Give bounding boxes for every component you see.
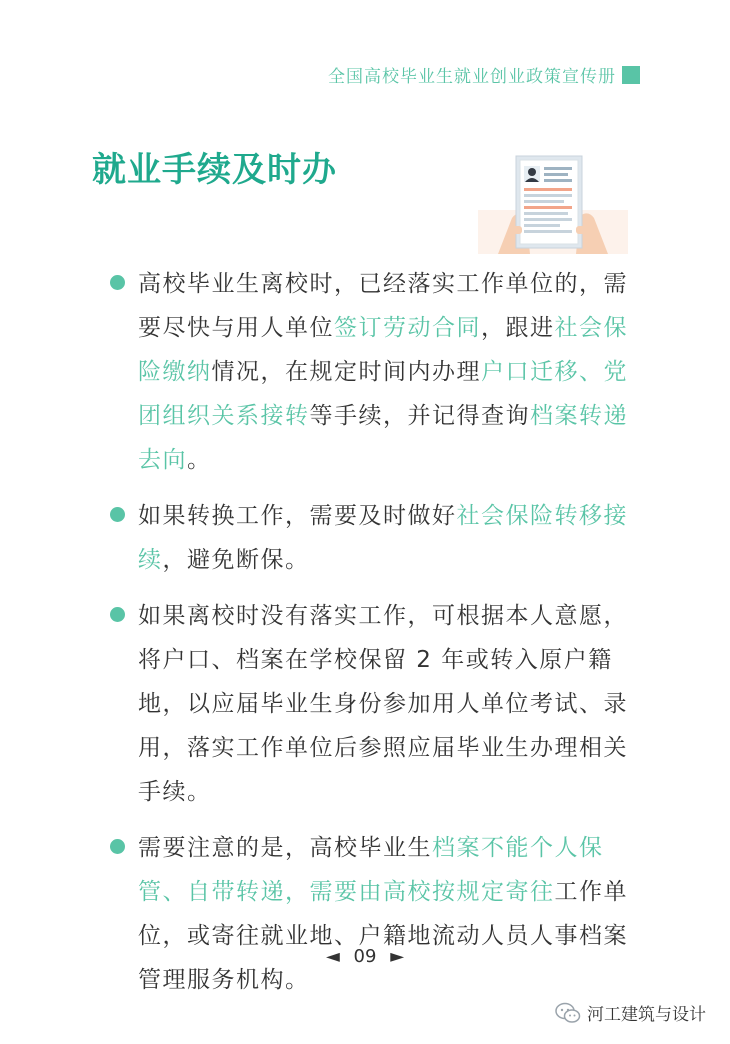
text-run: 情况，在规定时间内办理 <box>211 359 481 385</box>
para-text <box>138 503 628 573</box>
header-title: 全国高校毕业生就业创业政策宣传册 <box>328 67 616 87</box>
para-text <box>138 835 628 993</box>
highlight-run: 档案不能个人保管、自带转递，需要由高校按规定寄往 <box>138 835 604 905</box>
text-run: 需要注意的是，高校毕业生 <box>138 835 432 861</box>
content <box>108 262 648 1014</box>
text-run: 等手续，并记得查询 <box>309 403 530 429</box>
text-run: 高校毕业生离校时，已经落实工作单位的，需要尽快与用人单位 <box>138 271 628 341</box>
text-run: ，跟进 <box>481 315 555 341</box>
text-run: 工作单位，或寄往就业地、户籍地流动人员人事档案管理服务机构。 <box>138 879 628 993</box>
highlight-run: 签订劳动合同 <box>334 315 481 341</box>
bullet-paragraph <box>108 262 648 482</box>
bullet-dot-icon <box>110 507 125 522</box>
bullet-paragraph <box>108 826 648 1002</box>
header-square-icon <box>622 66 640 84</box>
highlight-run: 社会保险缴纳 <box>138 315 628 385</box>
text-run: ，避免断保。 <box>162 547 310 573</box>
watermark-text: 河工建筑与设计 <box>587 1005 706 1025</box>
bullet-dot-icon <box>110 607 125 622</box>
prev-arrow-icon: ◄ <box>325 946 340 967</box>
para-text <box>138 603 628 805</box>
page-header <box>328 62 640 87</box>
highlight-run: 户口迁移、党团组织关系接转 <box>138 359 628 429</box>
wechat-icon <box>555 1002 581 1024</box>
highlight-run: 社会保险转移接续 <box>138 503 628 573</box>
watermark <box>555 1000 706 1025</box>
page-number <box>0 946 730 967</box>
text-run: 。 <box>187 447 212 473</box>
para-text <box>138 271 628 473</box>
bullet-dot-icon <box>110 839 125 854</box>
page-title: 就业手续及时办 <box>92 150 337 190</box>
bullet-paragraph <box>108 594 648 814</box>
resume-illustration <box>478 152 628 254</box>
bullet-dot-icon <box>110 275 125 290</box>
text-run: 如果转换工作，需要及时做好 <box>138 503 457 529</box>
page-number-value: 09 <box>353 946 377 967</box>
text-run: 如果离校时没有落实工作，可根据本人意愿，将户口、档案在学校保留 2 年或转入原户籍地，以应届毕业生身份参加用人单位考试、录用，落实工作单位后参照应届毕业生办理相关手续。 <box>138 603 628 805</box>
next-arrow-icon: ► <box>390 946 405 967</box>
highlight-run: 档案转递去向 <box>138 403 628 473</box>
bullet-paragraph <box>108 494 648 582</box>
